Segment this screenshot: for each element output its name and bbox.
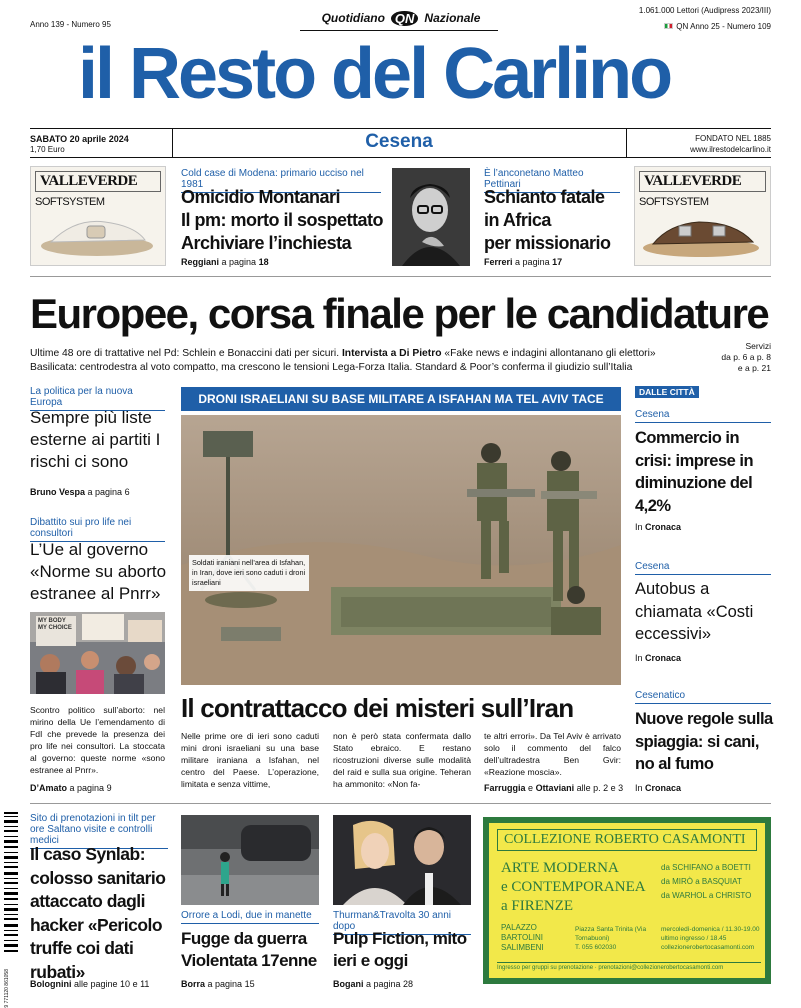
ad-brand: VALLEVERDE <box>639 171 766 192</box>
bottom-2-kicker: Orrore a Lodi, due in manette <box>181 910 319 924</box>
ad-valleverde-left[interactable] <box>30 166 166 266</box>
left-byline-2: D’Amato a pagina 9 <box>30 783 112 793</box>
montanari-photo <box>392 168 470 266</box>
lead-refs: Servizi da p. 6 a p. 8 e a p. 21 <box>721 341 771 373</box>
left-headline-2[interactable]: L’Ue al governo «Norme su aborto estranee al Pnrr» <box>30 540 167 603</box>
center-col-3: te altri errori». Da Tel Aviv è arrivato solo il commento del falco dell’ultradestra Ben Gvir: «Reazione moscia». <box>484 731 621 777</box>
ad-address: Piazza Santa Trinita (Via Tornabuoni) T. 055 602030 <box>575 926 647 951</box>
barcode-number: 9 771120 861058 <box>4 969 10 1008</box>
ad-venue: PALAZZO BARTOLINI SALIMBENI <box>501 923 544 952</box>
left-headline-1[interactable]: Sempre più liste esterne ai partiti I rischi ci sono <box>30 408 161 471</box>
ad-main-lines: ARTE MODERNA e CONTEMPORANEA a FIRENZE <box>501 860 646 914</box>
right-byline-2: In Cronaca <box>635 653 682 663</box>
center-byline: Farruggia e Ottaviani alle p. 2 e 3 <box>484 783 624 793</box>
center-banner[interactable]: DRONI ISRAELIANI SU BASE MILITARE A ISFAHAN MA TEL AVIV TACE <box>181 387 621 411</box>
bottom-3-kicker: Thurman&Travolta 30 anni dopo <box>333 910 471 935</box>
story-1-headline[interactable]: Omicidio Montanari Il pm: morto il sospettato Archiviare l’inchiesta <box>181 187 384 253</box>
protest-sign-text: MY BODY MY CHOICE <box>38 618 72 631</box>
qn-left: Quotidiano <box>321 11 385 25</box>
edition[interactable]: Cesena <box>365 131 433 152</box>
ad-sub: SOFTSYSTEM <box>639 196 709 208</box>
drone-photo <box>181 415 621 685</box>
founded: FONDATO NEL 1885 <box>695 134 771 143</box>
protest-photo <box>30 612 165 694</box>
right-kicker-3: Cesenatico <box>635 690 771 704</box>
story-2-byline: Ferreri a pagina 17 <box>484 257 563 267</box>
bottom-1-kicker: Sito di prenotazioni in tilt per ore Saltano visite e controlli medici <box>30 813 168 849</box>
center-col-1: Nelle prime ore di ieri sono caduti mini droni israeliani su una base militare iraniana a Isfahan, nel centro del Paese. L’operazione, limitata e senza vittime, <box>181 731 319 789</box>
flag-icon <box>664 23 673 29</box>
right-byline-1: In Cronaca <box>635 522 682 532</box>
ad-valleverde-right[interactable] <box>634 166 771 266</box>
date: SABATO 20 aprile 2024 <box>30 134 129 144</box>
story-2-headline[interactable]: Schianto fatale in Africa per missionario <box>484 187 611 253</box>
ad-title: COLLEZIONE ROBERTO CASAMONTI <box>497 829 757 851</box>
story-1-byline: Reggiani a pagina 18 <box>181 257 269 267</box>
bottom-3-headline[interactable]: Pulp Fiction, mito ieri e oggi <box>333 929 467 970</box>
bottom-2-headline[interactable]: Fugge da guerra Violentata 17enne <box>181 929 317 970</box>
photo-caption: Soldati iraniani nell’area di Isfahan, in Iran, dove ieri sono caduti i droni israeliani <box>189 555 309 591</box>
ad-casamonti[interactable] <box>483 817 771 984</box>
bottom-1-headline[interactable]: Il caso Synlab: colosso sanitario attaccato dagli hacker «Pericolo truffe coi dati rubati» <box>30 844 166 982</box>
lead-sub-1: Ultime 48 ore di trattative nel Pd: Schlein e Bonaccini dati per sicuri. Intervista a Di Pietro «Fake news e indagini allontanano gli elettori» <box>30 348 656 359</box>
masthead-rule-top <box>30 128 771 129</box>
lead-sub-2: Basilicata: centrodestra al voto compatto, ma crescono le tensioni Lega-Forza Italia. Standard & Poor’s conferma il giudizio sull’Italia <box>30 362 633 373</box>
right-kicker-2: Cesena <box>635 561 771 575</box>
ad-footer: Ingresso per gruppi su prenotazione · prenotazioni@collezionerobertocasamonti.com <box>497 962 761 971</box>
story-2-kicker: È l’anconetano Matteo Pettinari <box>484 168 620 193</box>
right-byline-3: In Cronaca <box>635 783 682 793</box>
qn-issue: QN Anno 25 - Numero 109 <box>664 22 771 31</box>
issue-number: Anno 139 - Numero 95 <box>30 20 111 29</box>
readers: 1.061.000 Lettori (Audipress 2023/III) <box>638 6 771 15</box>
qn-strip <box>306 8 496 28</box>
price: 1,70 Euro <box>30 145 65 154</box>
qn-logo: QN <box>391 11 419 26</box>
section-dalle-citta: DALLE CITTÀ <box>635 386 699 398</box>
newspaper-title[interactable]: il Resto del Carlino <box>78 34 671 114</box>
pulp-fiction-photo <box>333 815 471 905</box>
sandal-icon <box>35 208 163 260</box>
left-body-2: Scontro politico sull’aborto: nel mirino della Ue l’emendamento di FdI che prevede la presenza dei pro life nei consultori. La stoccata al governo: queste norme «sono estranee al Pnrr». <box>30 705 165 775</box>
ad-brand: VALLEVERDE <box>35 171 161 192</box>
lead-headline[interactable]: Europee, corsa finale per le candidature <box>30 290 769 337</box>
barcode <box>4 812 22 1008</box>
left-byline-1: Bruno Vespa a pagina 6 <box>30 487 130 497</box>
bottom-3-byline: Bogani a pagina 28 <box>333 979 414 989</box>
center-col-2: non è però stata confermata dallo Stato ebraico. E restano ricostruzioni diverse sulle modalità del raid e sulla sua origine. Teheran ha ammonito: «Non fa- <box>333 731 471 789</box>
ad-artists: da SCHIFANO a BOETTI da MIRÒ a BASQUIAT da WARHOL a CHRISTO <box>661 863 752 900</box>
sandal-icon <box>639 208 767 260</box>
left-kicker-2: Dibattito sui pro life nei consultori <box>30 517 165 542</box>
masthead-rule-bottom <box>30 157 771 158</box>
right-headline-1[interactable]: Commercio in crisi: imprese in diminuzione del 4,2% <box>635 429 754 515</box>
center-headline[interactable]: Il contrattacco dei misteri sull’Iran <box>181 693 574 723</box>
qn-right: Nazionale <box>424 11 481 25</box>
right-headline-3[interactable]: Nuove regole sulla spiaggia: si cani, no al fumo <box>635 710 773 773</box>
bottom-1-byline: Bolognini alle pagine 10 e 11 <box>30 979 150 989</box>
story-1-kicker: Cold case di Modena: primario ucciso nel 1981 <box>181 168 381 193</box>
ad-hours: mercoledì-domenica / 11.30-19.00 ultimo ingresso / 18.45 collezionerobertocasamonti.com <box>661 926 760 951</box>
right-headline-2[interactable]: Autobus a chiamata «Costi eccessivi» <box>635 580 754 643</box>
right-kicker-1: Cesena <box>635 409 771 423</box>
lodi-photo <box>181 815 319 905</box>
ad-sub: SOFTSYSTEM <box>35 196 105 208</box>
qn-rule <box>300 30 498 31</box>
website[interactable]: www.ilrestodelcarlino.it <box>690 145 771 154</box>
left-kicker-1: La politica per la nuova Europa <box>30 386 165 411</box>
bottom-2-byline: Borra a pagina 15 <box>181 979 255 989</box>
